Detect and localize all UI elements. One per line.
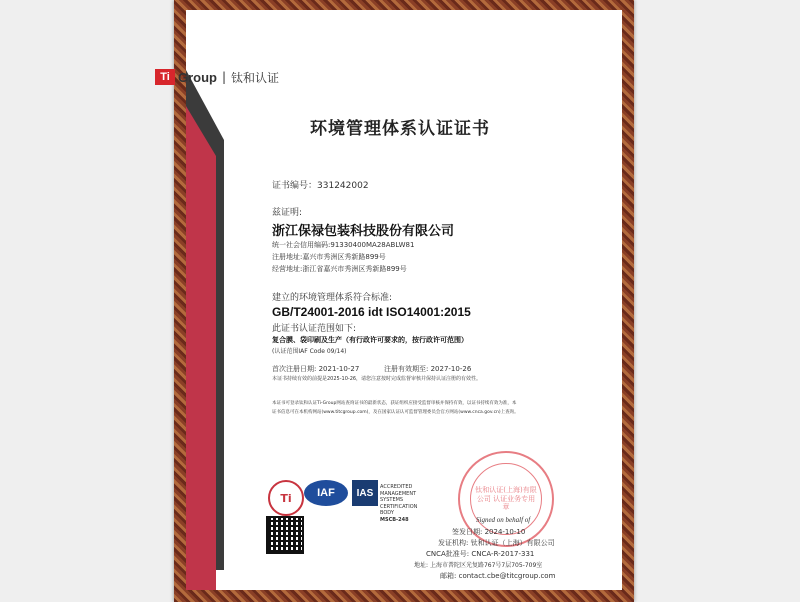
email-value[interactable]: contact.cbe@titcgroup.com: [458, 572, 556, 580]
issuer: [438, 538, 555, 548]
credit-code-value: 91330400MA28ABLW81: [330, 241, 415, 249]
cnca-number: [426, 549, 534, 559]
address-value: 上海市普陀区光复路767号7层705-709室: [429, 562, 543, 569]
scope-label: 此证书认证范围如下:: [272, 324, 357, 334]
stamp-text: 钛和认证(上海)有限公司 认证业务专用章: [470, 463, 542, 535]
valid-until-label: 注册有效期至:: [384, 365, 429, 373]
ias-line: MANAGEMENT: [380, 490, 417, 497]
scope-text: 复合膜、袋印刷及生产（有行政许可要求的，按行政许可范围）: [272, 336, 468, 344]
valid-until-value: 2027-10-26: [430, 365, 472, 373]
address-label: 地址:: [414, 562, 429, 569]
ias-line: ACCREDITED: [380, 484, 413, 490]
brand-chinese-name: 钛和认证: [231, 70, 280, 85]
ias-logo: IAS: [352, 480, 378, 506]
ias-line: BODY: [380, 510, 394, 516]
business-address: [272, 264, 407, 274]
certificate-number-label: 证书编号：: [272, 181, 318, 191]
ias-accreditation-text: [380, 484, 417, 523]
company-name: 浙江保禄包装科技股份有限公司: [272, 224, 455, 239]
email-label: 邮箱:: [440, 572, 457, 580]
valid-until-date: [384, 364, 471, 374]
first-issue-label: 首次注册日期:: [272, 365, 317, 373]
credit-code: [272, 240, 414, 250]
issuer-address: [414, 560, 542, 569]
brand-name: Group: [178, 69, 217, 85]
decor-band-red: [186, 106, 216, 590]
standard-name: GB/T24001-2016 idt ISO14001:2015: [272, 305, 471, 319]
ias-line: SYSTEMS: [380, 497, 404, 503]
iaf-code: (认证范围IAF Code 09/14): [272, 348, 347, 355]
brand-divider: |: [222, 70, 227, 84]
surveillance-note: 本证书持续有效的前提是2025-10-26，请您注意按时完成监督审核并保持认证注册的有效性。: [272, 376, 482, 382]
issuer-value: 钛和认证（上海）有限公司: [470, 539, 555, 547]
registered-address: [272, 252, 386, 262]
business-address-label: 经营地址:: [272, 265, 303, 273]
ti-accreditation-logo: Ti: [268, 480, 304, 516]
issue-date-label: 签发日期:: [452, 528, 483, 536]
certificate-title: 环境管理体系认证证书: [310, 119, 490, 139]
brand-logo: [155, 66, 279, 88]
verify-text-line1: 本证书可登录钛和认证Ti-Group网站查询证书的最新状态，获证组织应接受监督审核并保持有效，以证书持续有效为准，本: [272, 401, 517, 406]
registered-address-value: 嘉兴市秀洲区秀新路899号: [302, 253, 386, 261]
certificate-number: [272, 178, 369, 191]
registered-address-label: 注册地址:: [272, 253, 303, 261]
business-address-value: 浙江省嘉兴市秀洲区秀新路899号: [302, 265, 407, 273]
conforms-text: 建立的环境管理体系符合标准:: [272, 293, 393, 303]
ias-line: MSCB-248: [380, 516, 409, 523]
issue-date: [452, 527, 525, 537]
ias-line: CERTIFICATION: [380, 503, 418, 510]
cnca-value: CNCA-R-2017-331: [471, 550, 535, 558]
verify-text-line2: 证书信息可在本机构网站(www.titcgroup.com)，及在国家认证认可监督管理委员会官方网站(www.cnca.gov.cn)上查询。: [272, 410, 519, 415]
first-issue-value: 2021-10-27: [318, 365, 360, 373]
signature-label: Signed on behalf of: [476, 516, 531, 524]
first-issue-date: [272, 364, 359, 374]
issuer-email: [440, 571, 555, 581]
issuer-label: 发证机构:: [438, 539, 469, 547]
cnca-label: CNCA批准号:: [426, 550, 470, 558]
credit-code-label: 统一社会信用编码:: [272, 241, 331, 249]
qr-code[interactable]: [266, 516, 304, 554]
issue-date-value: 2024-10-10: [484, 528, 526, 536]
certificate-number-value: 331242002: [317, 181, 369, 191]
attestation-text: 兹证明:: [272, 208, 303, 218]
iaf-logo: IAF: [304, 480, 348, 506]
brand-mark: Ti: [155, 69, 175, 85]
